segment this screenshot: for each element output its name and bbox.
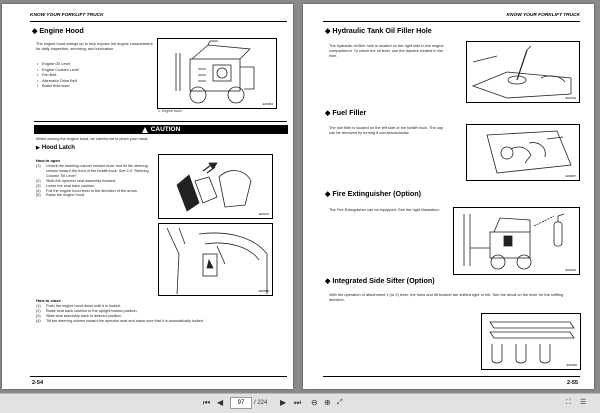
next-page-icon[interactable]: ▶	[280, 398, 287, 407]
section-fire-extinguisher	[325, 189, 421, 198]
menu-icon[interactable]: ☰	[580, 399, 587, 406]
figure-code: E00987	[565, 174, 576, 178]
diamond-icon: ◆	[32, 27, 38, 35]
section-title: Fire Extinguisher (Option)	[332, 189, 422, 198]
step-text: Unlock the steering column release lever and tilt the steering column toward the front of the forklift truck. See 2-9 "Steering Column Tilt Lever".	[46, 164, 149, 178]
caution-label: CAUTION	[150, 126, 181, 133]
header-rule	[323, 21, 580, 22]
step-number: (4)	[36, 188, 41, 193]
side-sifter-figure	[481, 313, 581, 370]
page-number-input[interactable]: 97	[230, 397, 252, 409]
hood-lever-illustration	[159, 155, 272, 218]
engine-hood-figure	[157, 38, 277, 109]
figure-code: E00024	[565, 268, 576, 272]
zoom-out-icon[interactable]: ⊖	[311, 398, 318, 407]
page-number: 2-55	[566, 380, 578, 386]
hydraulic-text: The hydraulic oil filler hole is located on the right side in the engine compartment. To check the oil level, use the dipstick located in the hole.	[329, 43, 444, 59]
list-item	[36, 164, 159, 179]
figure-code: E00965	[258, 289, 269, 293]
caution-banner	[34, 125, 288, 134]
diamond-icon: ◆	[325, 190, 331, 198]
footer-rule	[323, 376, 580, 377]
sifter-text: With the operation of attachment 1 (or 2) lever, the forks and lift bracket are shifted right or left. See the decal on the lever for the shifting direction.	[329, 292, 564, 303]
intro-text: The engine hood swings up to fully expose the engine compartment for daily inspection, servicing, and lubrication.	[36, 41, 153, 52]
inspection-list	[42, 61, 79, 89]
page-count: / 224	[254, 400, 268, 406]
warning-icon	[142, 127, 148, 133]
viewer-toolbar	[0, 393, 600, 413]
diamond-icon: ◆	[325, 277, 331, 285]
fire-extinguisher-figure	[453, 207, 580, 275]
list-item: • Alternator Drive Belt	[42, 78, 79, 84]
diamond-icon: ◆	[325, 109, 331, 117]
how-to-close-heading: How to close	[36, 298, 61, 303]
section-hydraulic	[325, 26, 432, 35]
hydraulic-figure	[466, 41, 580, 103]
figure-code: E00970	[258, 212, 269, 216]
list-item: • Fan Belt	[42, 72, 79, 78]
hydraulic-filler-illustration	[467, 42, 579, 102]
list-item	[36, 193, 159, 198]
step-number: (2)	[36, 178, 41, 183]
right-page	[303, 4, 594, 389]
side-sifter-illustration	[482, 314, 580, 369]
first-page-icon[interactable]: ⏮	[203, 398, 211, 407]
fuel-figure	[466, 124, 580, 181]
step-number: (2)	[36, 308, 41, 313]
list-item: • Brake fluid level	[42, 83, 79, 89]
seat-latch-illustration	[159, 224, 272, 295]
step-text: Raise seat back cushion to the upright locked position.	[46, 308, 138, 313]
fuel-text: The fuel filler is located on the left side of the forklift truck. The cap can be removed by turning it counterclockwise.	[329, 125, 444, 136]
footer-rule	[30, 376, 287, 377]
fullscreen-icon[interactable]: ⛶	[566, 399, 571, 406]
open-steps	[36, 164, 159, 198]
header-rule	[30, 21, 287, 22]
figure-caption: 1. Engine hood	[158, 109, 182, 113]
step-text: Raise the engine hood.	[46, 193, 86, 198]
zoom-in-icon[interactable]: ⊕	[324, 398, 331, 407]
section-title: Hydraulic Tank Oil Filler Hole	[332, 26, 432, 35]
fire-extinguisher-illustration	[454, 208, 579, 274]
figure-code: E02790	[565, 96, 576, 100]
fire-text: The Fire Extinguisher can be equipped. See the right illustration.	[329, 207, 440, 212]
diamond-icon: ◆	[325, 27, 331, 35]
divider	[34, 121, 287, 122]
step-text: Slide seat assembly back to desired position.	[46, 313, 122, 318]
previous-page-icon[interactable]: ◀	[217, 398, 224, 407]
step-number: (4)	[36, 318, 41, 323]
last-page-icon[interactable]: ⏭	[294, 398, 302, 407]
step-text: Tilt the steering column toward the operator seat and make sure that it is automatically locked.	[46, 318, 204, 323]
fuel-filler-illustration	[467, 125, 579, 180]
page-number: 2-54	[32, 380, 44, 386]
subsection-hood-latch	[36, 145, 75, 151]
list-item: • Engine Oil Level	[42, 61, 79, 67]
page-header: KNOW YOUR FORKLIFT TRUCK	[30, 13, 104, 18]
caution-text: When closing the engine hood, be careful not to pinch your hand.	[36, 136, 149, 141]
section-engine-hood	[32, 26, 84, 35]
step-number: (5)	[36, 193, 41, 198]
step-number: (3)	[36, 183, 41, 188]
section-fuel	[325, 108, 366, 117]
close-steps	[36, 304, 286, 324]
section-title: Integrated Side Sifter (Option)	[332, 276, 435, 285]
how-to-open-heading: How to open	[36, 158, 60, 163]
hood-lever-figure	[158, 154, 273, 219]
triangle-right-icon: ▶	[36, 145, 40, 151]
page-header: KNOW YOUR FORKLIFT TRUCK	[506, 13, 580, 18]
fit-page-icon[interactable]: ⤢	[337, 399, 343, 406]
section-side-sifter	[325, 276, 435, 285]
step-number: (1)	[36, 164, 41, 168]
step-text: Pull the engine hood lever in the direction of the arrow.	[46, 188, 138, 193]
step-number: (1)	[36, 304, 41, 308]
list-item	[36, 319, 286, 324]
step-text: Lower the seat back cushion.	[46, 183, 96, 188]
list-item: • Engine Coolant Level	[42, 67, 79, 73]
figure-code: E00984	[262, 102, 273, 106]
subsection-title: Hood Latch	[41, 145, 75, 151]
step-text: Slide the operator seat assembly forward.	[46, 178, 117, 183]
left-page	[2, 4, 293, 389]
section-title: Fuel Filler	[332, 108, 367, 117]
step-number: (3)	[36, 313, 41, 318]
seat-latch-figure	[158, 223, 273, 296]
forklift-hood-illustration	[158, 39, 276, 108]
figure-code: E00050	[566, 363, 577, 367]
section-title: Engine Hood	[39, 26, 84, 35]
step-text: Push the engine hood down until it is locked.	[46, 304, 121, 308]
